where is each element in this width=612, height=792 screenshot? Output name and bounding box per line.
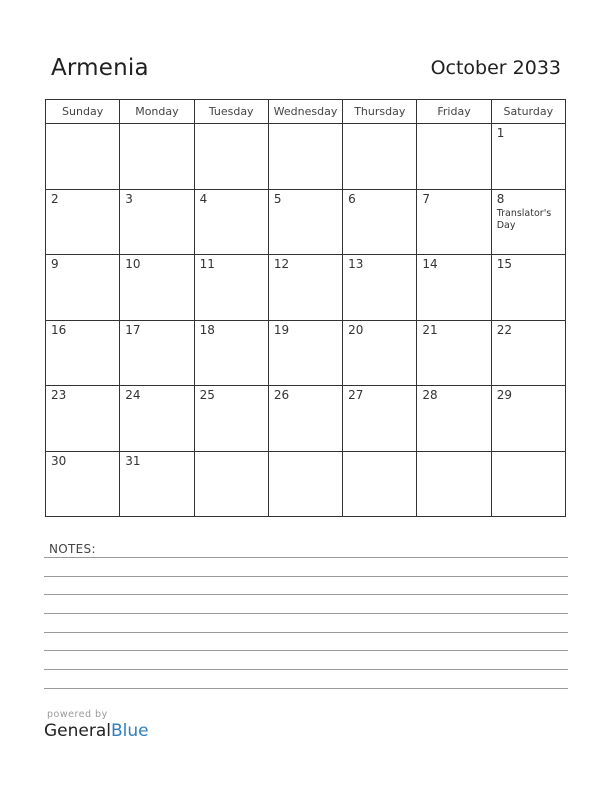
notes-line	[44, 557, 568, 558]
notes-line	[44, 613, 568, 614]
day-cell	[268, 255, 342, 321]
day-cell	[343, 189, 417, 255]
day-cell	[46, 386, 120, 452]
day-number: 27	[348, 388, 364, 402]
day-number: 29	[496, 388, 512, 402]
weekday-header: Thursday	[343, 100, 417, 124]
powered-by-text: powered by	[47, 709, 108, 720]
day-number: 5	[273, 191, 282, 206]
brand-logo[interactable]	[44, 721, 149, 741]
day-number: 6	[348, 191, 356, 206]
day-cell	[194, 320, 268, 386]
day-cell	[268, 386, 342, 452]
day-cell	[343, 386, 417, 452]
weekday-header: Wednesday	[268, 100, 342, 124]
day-cell	[268, 451, 342, 517]
day-number: 24	[125, 388, 141, 402]
day-cell	[120, 386, 194, 452]
country-title: Armenia	[51, 55, 149, 81]
day-cell	[268, 124, 342, 190]
day-cell	[120, 255, 194, 321]
day-cell	[120, 189, 194, 255]
day-number: 30	[51, 453, 67, 468]
day-number: 23	[51, 388, 67, 402]
notes-line	[44, 594, 568, 595]
day-cell	[417, 124, 491, 190]
weekday-header: Saturday	[491, 100, 565, 124]
notes-line	[44, 650, 568, 651]
day-cell	[491, 255, 565, 321]
day-cell	[194, 451, 268, 517]
day-number: 11	[199, 257, 215, 271]
weekday-header-row	[46, 100, 566, 124]
weekday-header: Friday	[417, 100, 491, 124]
brand-blue-text: Blue	[111, 721, 149, 741]
day-number: 18	[199, 322, 215, 337]
day-cell	[343, 124, 417, 190]
day-number: 14	[422, 257, 438, 271]
day-cell	[343, 255, 417, 321]
day-cell	[46, 451, 120, 517]
day-cell	[194, 124, 268, 190]
day-number: 2	[51, 191, 59, 206]
day-cell	[417, 255, 491, 321]
day-cell	[120, 124, 194, 190]
day-cell	[417, 451, 491, 517]
week-row	[46, 451, 566, 517]
day-cell	[268, 320, 342, 386]
calendar-grid	[45, 99, 566, 517]
week-row	[46, 124, 566, 190]
notes-line	[44, 632, 568, 633]
week-row	[46, 255, 566, 321]
day-cell	[491, 320, 565, 386]
day-cell	[46, 124, 120, 190]
day-number: 17	[125, 322, 141, 337]
day-number: 22	[496, 322, 512, 337]
day-cell	[194, 255, 268, 321]
day-cell	[194, 386, 268, 452]
day-number: 3	[125, 191, 133, 206]
weekday-header: Tuesday	[194, 100, 268, 124]
day-number: 4	[199, 191, 208, 206]
day-number: 1	[496, 126, 505, 140]
day-number: 21	[422, 322, 438, 337]
day-number: 13	[348, 257, 364, 271]
brand-general-text: General	[44, 721, 111, 741]
day-cell	[268, 189, 342, 255]
day-number: 9	[51, 257, 59, 271]
day-cell	[46, 255, 120, 321]
day-cell	[343, 320, 417, 386]
day-cell	[46, 189, 120, 255]
day-cell	[343, 451, 417, 517]
weekday-header: Sunday	[46, 100, 120, 124]
day-cell	[417, 320, 491, 386]
week-row	[46, 386, 566, 452]
day-cell	[491, 189, 565, 255]
day-cell	[417, 386, 491, 452]
day-number: 25	[199, 388, 215, 402]
day-number: 7	[422, 191, 431, 206]
day-cell	[194, 189, 268, 255]
day-cell	[491, 124, 565, 190]
day-number: 28	[422, 388, 438, 402]
day-cell	[120, 320, 194, 386]
month-year-title: October 2033	[430, 57, 561, 79]
day-number: 19	[273, 322, 290, 337]
day-number: 15	[496, 257, 512, 271]
weekday-header: Monday	[120, 100, 194, 124]
day-number: 8	[496, 191, 505, 206]
notes-line	[44, 576, 568, 577]
day-cell	[120, 451, 194, 517]
day-cell	[491, 451, 565, 517]
notes-label: NOTES:	[49, 542, 96, 556]
day-cell	[46, 320, 120, 386]
day-number: 12	[273, 257, 290, 271]
holiday-label: Translator's Day	[496, 207, 552, 231]
notes-line	[44, 669, 568, 670]
day-cell	[491, 386, 565, 452]
day-number: 20	[348, 322, 364, 337]
week-row	[46, 189, 566, 255]
day-number: 26	[273, 388, 290, 402]
notes-line	[44, 688, 568, 689]
day-number: 10	[125, 257, 141, 271]
week-row	[46, 320, 566, 386]
day-cell	[417, 189, 491, 255]
day-number: 16	[51, 322, 67, 337]
day-number: 31	[125, 453, 141, 468]
